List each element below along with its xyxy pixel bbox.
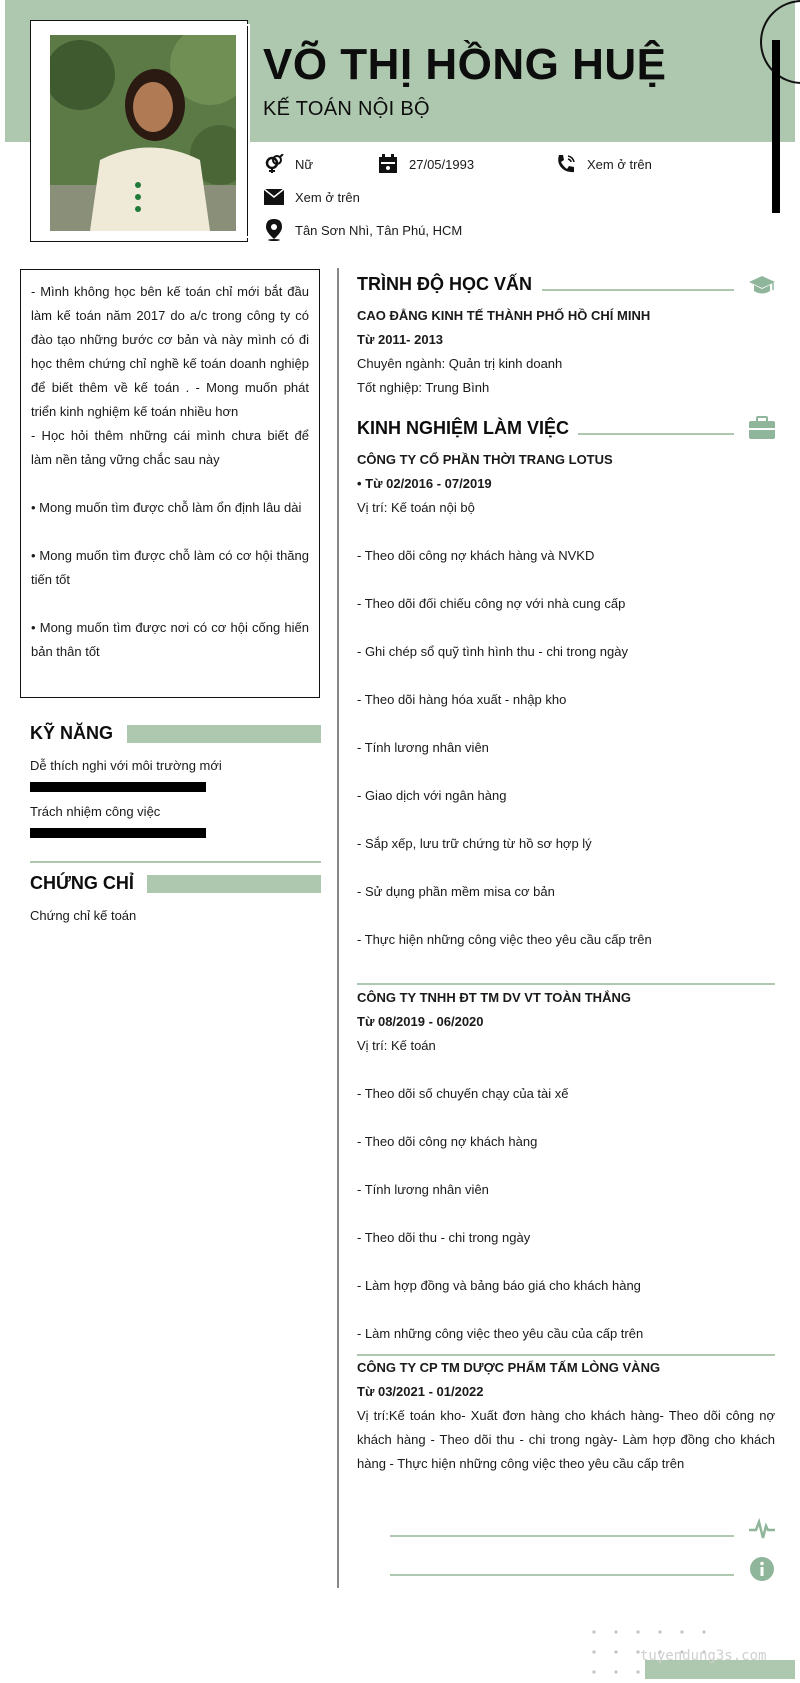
skills-title-bar <box>127 725 321 743</box>
skill-name: Trách nhiệm công việc <box>30 804 161 819</box>
experience-title-line <box>578 433 734 435</box>
job-company: CÔNG TY CP TM DƯỢC PHẨM TẤM LÒNG VÀNG <box>357 1360 661 1375</box>
activity-pulse-icon <box>749 1518 775 1545</box>
job-duty: - Theo dõi đối chiếu công nợ với nhà cung cấp <box>357 596 626 611</box>
job-period: Từ 03/2021 - 01/2022 <box>357 1384 484 1399</box>
job-period: Từ 08/2019 - 06/2020 <box>357 1014 484 1029</box>
about-paragraph: - Mình không học bên kế toán chỉ mới bắt đầu làm kế toán năm 2017 do a/c trong công ty có đào tạo những bước cơ bản và này mình có đi học thêm chứng chỉ nghề kế toán doanh nghiệp để biết thêm về kế toán . - Mong muốn phát triển kinh nghiệm kế toán nhiều hơn <box>31 284 309 419</box>
job-duty: - Tính lương nhân viên <box>357 1182 489 1197</box>
column-divider <box>337 268 339 1588</box>
job-duty: - Theo dõi công nợ khách hàng và NVKD <box>357 548 595 563</box>
education-grade: Tốt nghiệp: Trung Bình <box>357 380 490 395</box>
mail-icon <box>263 186 285 208</box>
job-duty: - Làm hợp đồng và bảng báo giá cho khách hàng <box>357 1278 641 1293</box>
phone-icon <box>555 153 577 175</box>
career-objective-box <box>20 269 320 698</box>
job-duty: - Tính lương nhân viên <box>357 740 489 755</box>
skill-level-bar <box>30 782 206 792</box>
education-period: Từ 2011- 2013 <box>357 332 444 347</box>
job-duty: - Theo dõi công nợ khách hàng <box>357 1134 538 1149</box>
job-duty: - Sắp xếp, lưu trữ chứng từ hồ sơ hợp lý <box>357 836 592 851</box>
job-title: KẾ TOÁN NỘI BỘ <box>263 98 430 120</box>
phone-info <box>555 153 652 175</box>
about-paragraph: - Học hỏi thêm những cái mình chưa biết để làm nền tảng vững chắc sau này <box>31 428 309 467</box>
education-school: CAO ĐẲNG KINH TẾ THÀNH PHỐ HỒ CHÍ MINH <box>357 308 651 323</box>
job-position: Vị trí: Kế toán <box>357 1038 436 1053</box>
decorative-bar <box>772 40 780 213</box>
job-duty: - Giao dịch với ngân hàng <box>357 788 507 803</box>
certificates-title: CHỨNG CHỈ <box>30 873 134 893</box>
candidate-name: VÕ THỊ HỒNG HUỆ <box>263 40 667 89</box>
job-description: Vị trí:Kế toán kho- Xuất đơn hàng cho khách hàng- Theo dõi công nợ khách hàng - Theo dõi thu - chi trong ngày- Làm hợp đồng cho khách hàng - Thực hiện những công việc theo yêu cầu cấp trên <box>357 1408 775 1471</box>
location-pin-icon <box>263 219 285 241</box>
job-duty: - Thực hiện những công việc theo yêu cầu cấp trên <box>357 932 652 947</box>
education-title: TRÌNH ĐỘ HỌC VẤN <box>357 274 532 294</box>
job-company: CÔNG TY TNHH ĐT TM DV VT TOÀN THẮNG <box>357 990 631 1005</box>
birthday-info <box>377 153 474 175</box>
skill-level-bar <box>30 828 206 838</box>
about-paragraph: • Mong muốn tìm được chỗ làm ổn định lâu dài <box>31 500 302 515</box>
empty-section-line <box>390 1535 734 1537</box>
birthday-value: 27/05/1993 <box>409 156 475 172</box>
skill-name: Dễ thích nghi với môi trường mới <box>30 758 222 773</box>
phone-value: Xem ở trên <box>587 156 652 172</box>
avatar <box>50 35 236 231</box>
job-duty: - Theo dõi hàng hóa xuất - nhập kho <box>357 692 567 707</box>
skills-title: KỸ NĂNG <box>30 723 114 743</box>
gender-value: Nữ <box>295 156 314 172</box>
job-period: • Từ 02/2016 - 07/2019 <box>357 476 492 491</box>
email-value: Xem ở trên <box>295 189 360 205</box>
info-icon <box>749 1556 775 1587</box>
gender-info <box>263 153 313 175</box>
briefcase-icon <box>749 416 775 445</box>
certificate-item: Chứng chỉ kế toán <box>30 908 137 923</box>
address-info <box>263 219 462 241</box>
experience-title: KINH NGHIỆM LÀM VIỆC <box>357 418 570 438</box>
job-duty: - Làm những công việc theo yêu cầu của cấp trên <box>357 1326 644 1341</box>
job-duty: - Theo dõi thu - chi trong ngày <box>357 1230 531 1245</box>
job-divider <box>357 983 775 985</box>
section-divider <box>30 861 321 863</box>
gender-icon <box>263 153 285 175</box>
address-value: Tân Sơn Nhì, Tân Phú, HCM <box>295 222 463 238</box>
job-duty: - Ghi chép sổ quỹ tình hình thu - chi trong ngày <box>357 644 628 659</box>
about-paragraph: • Mong muốn tìm được chỗ làm có cơ hội thăng tiến tốt <box>31 548 309 587</box>
education-major: Chuyên ngành: Quản trị kinh doanh <box>357 356 563 371</box>
education-title-line <box>542 289 734 291</box>
watermark: tuyendung3s.com <box>640 1648 767 1664</box>
about-paragraph: • Mong muốn tìm được nơi có cơ hội cống hiến bản thân tốt <box>31 620 309 659</box>
job-position: Vị trí: Kế toán nội bộ <box>357 500 475 515</box>
job-duty: - Theo dõi số chuyến chạy của tài xế <box>357 1086 569 1101</box>
job-duty: - Sử dụng phần mềm misa cơ bản <box>357 884 555 899</box>
email-info <box>263 186 360 208</box>
empty-section-line <box>390 1574 734 1576</box>
graduation-cap-icon <box>748 274 776 301</box>
certificates-title-bar <box>147 875 321 893</box>
calendar-icon <box>377 153 399 175</box>
job-company: CÔNG TY CỔ PHẦN THỜI TRANG LOTUS <box>357 452 613 467</box>
